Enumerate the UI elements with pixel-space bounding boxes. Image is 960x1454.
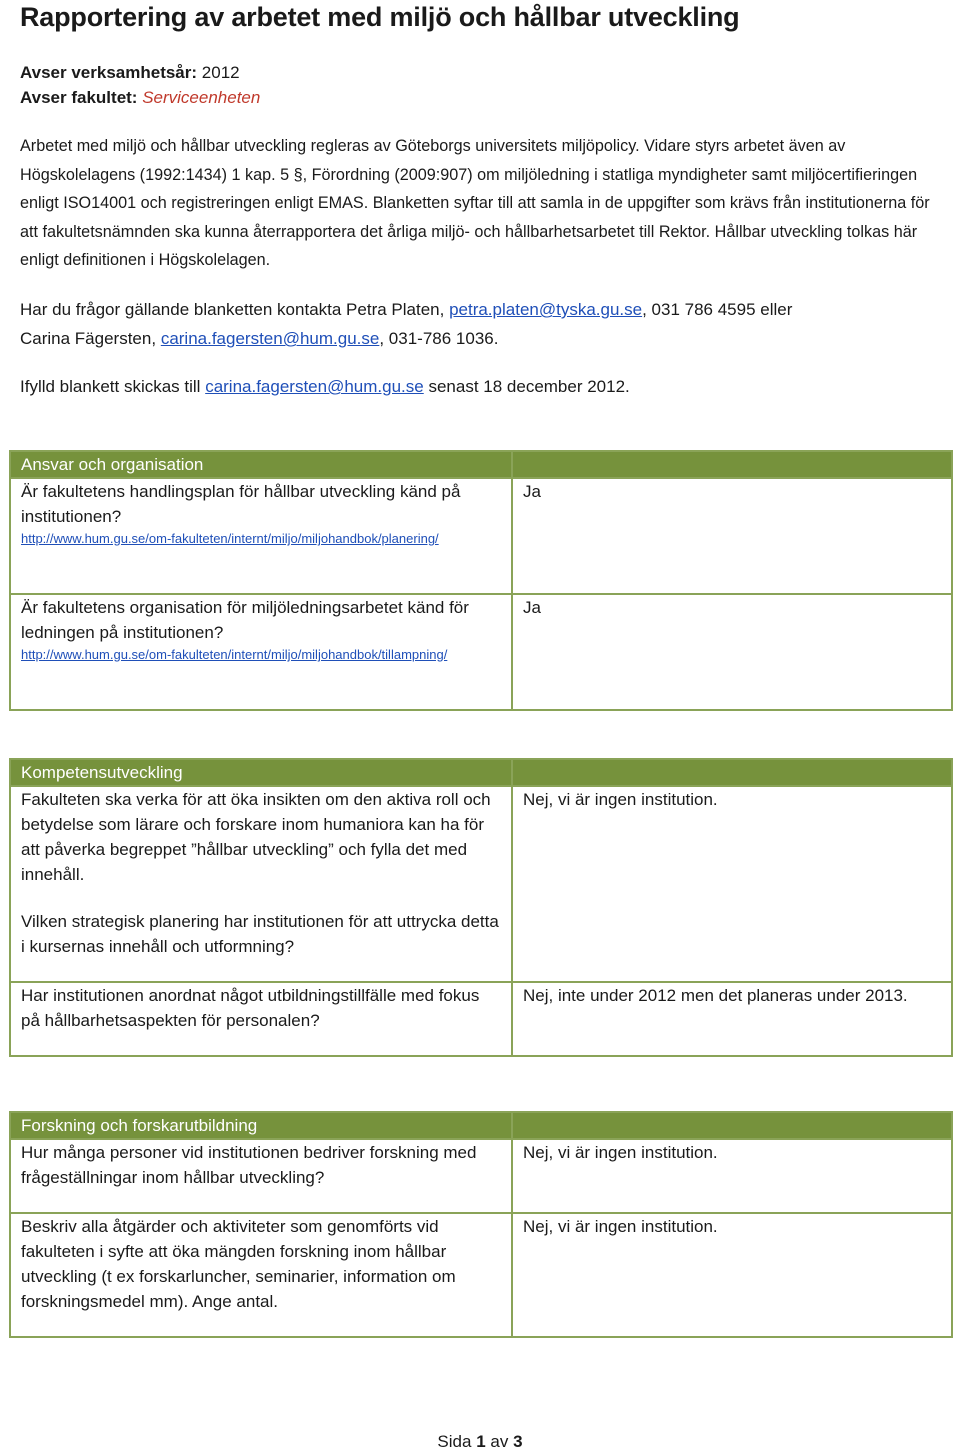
question-cell (10, 1139, 512, 1213)
send-text-1: Ifylld blankett skickas till (20, 377, 201, 396)
footer-page-word: Sida (437, 1432, 472, 1451)
footer-page-num: 1 (476, 1432, 486, 1451)
section-heading: Ansvar och organisation (10, 451, 512, 478)
year-line (20, 62, 240, 84)
answer-cell[interactable]: Nej, vi är ingen institution. (512, 1139, 952, 1213)
section-heading-answer-col (512, 1112, 952, 1139)
question-text: Fakulteten ska verka för att öka insikten om den aktiva roll och betydelse som lärare och forskare inom humaniora kan ha för att påverka begreppet ”hållbar utveckling” och fylla det med innehåll. (21, 790, 491, 884)
faculty-value: Serviceenheten (142, 88, 261, 107)
question-text: Hur många personer vid institutionen bedriver forskning med frågeställningar inom hållbar utveckling? (21, 1143, 477, 1187)
contact-email-link-1[interactable]: petra.platen@tyska.gu.se (449, 300, 643, 319)
contact-email-link-2[interactable]: carina.fagersten@hum.gu.se (160, 329, 380, 348)
answer-cell[interactable]: Ja (512, 594, 952, 710)
section-heading: Forskning och forskarutbildning (10, 1112, 512, 1139)
intro-paragraph (20, 132, 940, 275)
question-link[interactable]: http://www.hum.gu.se/om-fakulteten/internt/miljo/miljohandbok/tillampning/ (21, 647, 448, 662)
answer-cell[interactable]: Nej, vi är ingen institution. (512, 1213, 952, 1337)
answer-cell[interactable]: Nej, inte under 2012 men det planeras under 2013. (512, 982, 952, 1056)
page-footer (0, 1432, 960, 1452)
intro-text-2: Blanketten syftar till att samla in de uppgifter som krävs från institutionerna för att fakultetsnämnden ska kunna återrapportera det årliga miljö- och hållbarhetsarbetet till Rektor. (20, 194, 930, 241)
contact-text-3: Carina Fägersten, (20, 329, 157, 348)
section-kompetens-table (9, 758, 953, 1057)
question-text: Beskriv alla åtgärder och aktiviteter som genomförts vid fakulteten i syfte att öka mängden forskning inom hållbar utveckling (t ex forskarluncher, seminarier, information om forskningsmedel mm). Ange antal. (21, 1217, 456, 1311)
question-link[interactable]: http://www.hum.gu.se/om-fakulteten/internt/miljo/miljohandbok/planering/ (21, 531, 439, 546)
question-cell (10, 1213, 512, 1337)
intro-text-3: Hållbar utveckling tolkas här enligt definitionen i Högskolelagen. (20, 222, 918, 269)
document-title: Rapportering av arbetet med miljö och hållbar utveckling (20, 2, 740, 32)
question-text-2: Vilken strategisk planering har institutionen för att uttrycka detta i kursernas innehåll och utformning? (21, 912, 499, 956)
answer-cell[interactable]: Nej, vi är ingen institution. (512, 786, 952, 982)
contact-text-4: , 031-786 1036. (379, 329, 499, 348)
faculty-label: Avser fakultet: (20, 88, 138, 107)
section-ansvar-table (9, 450, 953, 711)
question-cell (10, 478, 512, 594)
contact-text-1: Har du frågor gällande blanketten kontakta Petra Platen, (20, 300, 445, 319)
question-text: Har institutionen anordnat något utbildningstillfälle med fokus på hållbarhetsaspekten för personalen? (21, 986, 480, 1030)
question-cell (10, 594, 512, 710)
footer-page-total: 3 (513, 1432, 523, 1451)
contact-text-2: , 031 786 4595 eller (642, 300, 793, 319)
question-text: Är fakultetens handlingsplan för hållbar utveckling känd på institutionen? (21, 482, 461, 526)
section-forskning-table (9, 1111, 953, 1338)
spacer (21, 887, 501, 909)
contact-paragraph (20, 295, 940, 353)
footer-of-word: av (490, 1432, 509, 1451)
send-email-link[interactable]: carina.fagersten@hum.gu.se (205, 377, 424, 396)
section-heading-answer-col (512, 451, 952, 478)
section-heading: Kompetensutveckling (10, 759, 512, 786)
intro-text-1: Arbetet med miljö och hållbar utveckling regleras av Göteborgs universitets miljöpolicy. Vidare styrs arbetet även av Högskolelagens (1992:1434) 1 kap. 5 §, Förordning (2009:907) om miljöledning i statliga myndigheter samt miljöcertifieringen enligt ISO14001 och registreringen enligt EMAS. (20, 137, 918, 212)
year-value: 2012 (201, 63, 240, 82)
year-label: Avser verksamhetsår: (20, 63, 198, 82)
send-text-2: senast 18 december 2012. (428, 377, 630, 396)
faculty-line (20, 87, 260, 109)
send-paragraph (20, 372, 940, 401)
question-cell (10, 786, 512, 982)
answer-cell[interactable]: Ja (512, 478, 952, 594)
section-heading-answer-col (512, 759, 952, 786)
question-text: Är fakultetens organisation för miljöledningsarbetet känd för ledningen på institutionen? (21, 598, 469, 642)
question-cell (10, 982, 512, 1056)
